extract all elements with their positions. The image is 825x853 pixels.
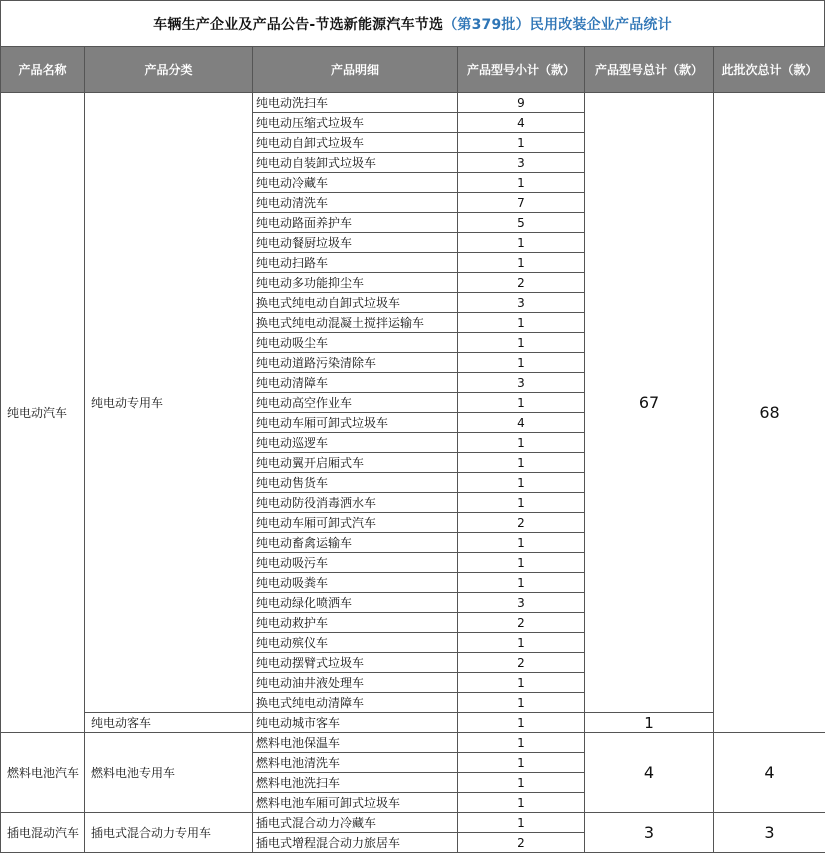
product-detail-cell: 纯电动翼开启厢式车 (253, 453, 458, 473)
model-subtotal-cell: 1 (458, 773, 585, 793)
header-product-category: 产品分类 (85, 47, 253, 93)
product-detail-cell: 纯电动路面养护车 (253, 213, 458, 233)
product-detail-cell: 纯电动售货车 (253, 473, 458, 493)
model-total-cell: 4 (585, 733, 714, 813)
product-detail-cell: 燃料电池保温车 (253, 733, 458, 753)
header-model-subtotal: 产品型号小计（款） (458, 47, 585, 93)
model-total-cell: 67 (585, 93, 714, 713)
product-detail-cell: 纯电动车厢可卸式垃圾车 (253, 413, 458, 433)
product-detail-cell: 纯电动冷藏车 (253, 173, 458, 193)
title-main: 车辆生产企业及产品公告-节选新能源汽车节选 (153, 14, 443, 34)
header-row (1, 47, 825, 93)
product-category-cell: 纯电动专用车 (85, 93, 253, 713)
product-detail-cell: 燃料电池清洗车 (253, 753, 458, 773)
product-detail-cell: 纯电动摆臂式垃圾车 (253, 653, 458, 673)
model-subtotal-cell: 1 (458, 453, 585, 473)
model-subtotal-cell: 1 (458, 493, 585, 513)
product-category-cell: 纯电动客车 (85, 713, 253, 733)
batch-total-cell: 4 (714, 733, 825, 813)
table-row (1, 813, 825, 833)
model-subtotal-cell: 2 (458, 613, 585, 633)
product-detail-cell: 纯电动巡逻车 (253, 433, 458, 453)
table-title (0, 0, 825, 46)
product-name-cell: 纯电动汽车 (1, 93, 85, 733)
header-product-detail: 产品明细 (253, 47, 458, 93)
model-subtotal-cell: 3 (458, 293, 585, 313)
product-detail-cell: 纯电动压缩式垃圾车 (253, 113, 458, 133)
product-detail-cell: 纯电动自卸式垃圾车 (253, 133, 458, 153)
product-detail-cell: 纯电动吸尘车 (253, 333, 458, 353)
model-subtotal-cell: 2 (458, 833, 585, 853)
product-detail-cell: 换电式纯电动混凝土搅拌运输车 (253, 313, 458, 333)
model-subtotal-cell: 1 (458, 753, 585, 773)
model-subtotal-cell: 1 (458, 173, 585, 193)
product-detail-cell: 纯电动洗扫车 (253, 93, 458, 113)
product-stats-table (0, 46, 825, 853)
product-detail-cell: 纯电动防役消毒洒水车 (253, 493, 458, 513)
product-detail-cell: 插电式增程混合动力旅居车 (253, 833, 458, 853)
model-subtotal-cell: 1 (458, 573, 585, 593)
product-detail-cell: 纯电动车厢可卸式汽车 (253, 513, 458, 533)
product-detail-cell: 插电式混合动力冷藏车 (253, 813, 458, 833)
model-subtotal-cell: 1 (458, 353, 585, 373)
model-subtotal-cell: 7 (458, 193, 585, 213)
product-detail-cell: 纯电动城市客车 (253, 713, 458, 733)
product-detail-cell: 纯电动多功能抑尘车 (253, 273, 458, 293)
product-detail-cell: 纯电动道路污染清除车 (253, 353, 458, 373)
model-subtotal-cell: 1 (458, 793, 585, 813)
table-row (1, 733, 825, 753)
model-total-cell: 3 (585, 813, 714, 853)
model-subtotal-cell: 2 (458, 513, 585, 533)
model-subtotal-cell: 1 (458, 133, 585, 153)
batch-total-cell: 68 (714, 93, 825, 733)
model-subtotal-cell: 1 (458, 693, 585, 713)
product-detail-cell: 纯电动畜禽运输车 (253, 533, 458, 553)
product-name-cell: 插电混动汽车 (1, 813, 85, 853)
model-subtotal-cell: 2 (458, 653, 585, 673)
model-subtotal-cell: 1 (458, 673, 585, 693)
model-subtotal-cell: 1 (458, 553, 585, 573)
header-product-name: 产品名称 (1, 47, 85, 93)
product-detail-cell: 纯电动绿化喷洒车 (253, 593, 458, 613)
product-detail-cell: 纯电动清洗车 (253, 193, 458, 213)
model-subtotal-cell: 3 (458, 153, 585, 173)
product-detail-cell: 纯电动高空作业车 (253, 393, 458, 413)
product-detail-cell: 纯电动扫路车 (253, 253, 458, 273)
model-subtotal-cell: 1 (458, 713, 585, 733)
product-detail-cell: 纯电动吸粪车 (253, 573, 458, 593)
model-subtotal-cell: 2 (458, 273, 585, 293)
model-subtotal-cell: 1 (458, 473, 585, 493)
model-subtotal-cell: 5 (458, 213, 585, 233)
product-detail-cell: 燃料电池车厢可卸式垃圾车 (253, 793, 458, 813)
model-total-cell: 1 (585, 713, 714, 733)
product-detail-cell: 燃料电池洗扫车 (253, 773, 458, 793)
product-detail-cell: 纯电动餐厨垃圾车 (253, 233, 458, 253)
product-detail-cell: 纯电动救护车 (253, 613, 458, 633)
product-detail-cell: 换电式纯电动自卸式垃圾车 (253, 293, 458, 313)
product-detail-cell: 纯电动吸污车 (253, 553, 458, 573)
model-subtotal-cell: 1 (458, 733, 585, 753)
header-model-total: 产品型号总计（款） (585, 47, 714, 93)
model-subtotal-cell: 3 (458, 593, 585, 613)
product-detail-cell: 纯电动殡仪车 (253, 633, 458, 653)
model-subtotal-cell: 1 (458, 633, 585, 653)
product-detail-cell: 换电式纯电动清障车 (253, 693, 458, 713)
model-subtotal-cell: 1 (458, 233, 585, 253)
model-subtotal-cell: 3 (458, 373, 585, 393)
batch-total-cell: 3 (714, 813, 825, 853)
model-subtotal-cell: 1 (458, 393, 585, 413)
table-body (1, 93, 825, 853)
product-category-cell: 燃料电池专用车 (85, 733, 253, 813)
product-detail-cell: 纯电动油井液处理车 (253, 673, 458, 693)
model-subtotal-cell: 1 (458, 253, 585, 273)
model-subtotal-cell: 4 (458, 413, 585, 433)
model-subtotal-cell: 1 (458, 433, 585, 453)
model-subtotal-cell: 9 (458, 93, 585, 113)
model-subtotal-cell: 4 (458, 113, 585, 133)
model-subtotal-cell: 1 (458, 333, 585, 353)
model-subtotal-cell: 1 (458, 533, 585, 553)
title-highlight: （第379批）民用改装企业产品统计 (443, 14, 672, 34)
model-subtotal-cell: 1 (458, 313, 585, 333)
product-detail-cell: 纯电动清障车 (253, 373, 458, 393)
table-row (1, 713, 825, 733)
product-name-cell: 燃料电池汽车 (1, 733, 85, 813)
product-detail-cell: 纯电动自装卸式垃圾车 (253, 153, 458, 173)
header-batch-total: 此批次总计（款） (714, 47, 825, 93)
model-subtotal-cell: 1 (458, 813, 585, 833)
table-row (1, 93, 825, 113)
product-category-cell: 插电式混合动力专用车 (85, 813, 253, 853)
